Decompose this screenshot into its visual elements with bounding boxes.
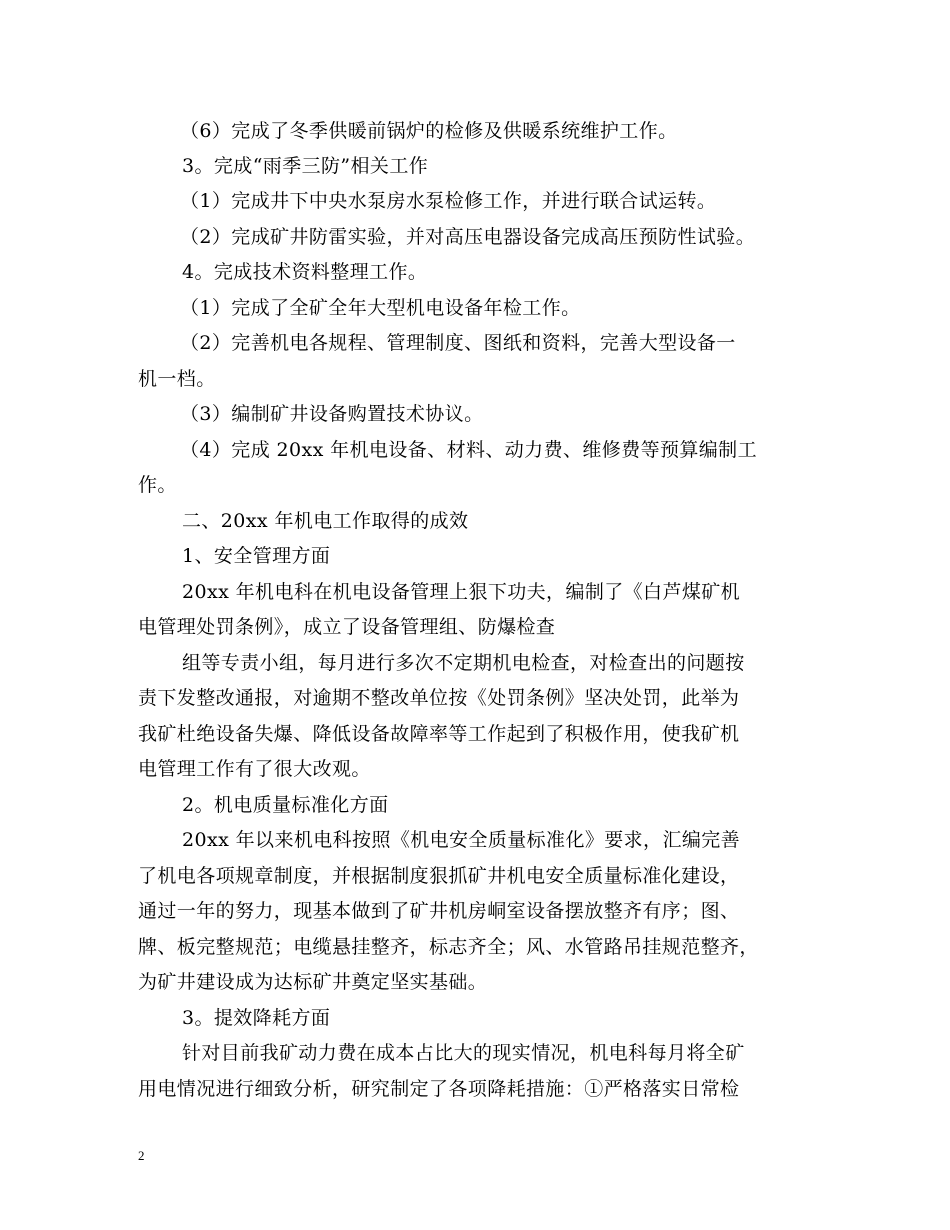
text-line: （1）完成井下中央水泵房水泵检修工作，并进行联合试运转。 xyxy=(180,190,717,212)
text-line: （2）完善机电各规程、管理制度、图纸和资料，完善大型设备一 xyxy=(180,332,736,354)
text-line: 机一档。 xyxy=(138,368,216,390)
section-heading: 3。完成“雨季三防”相关工作 xyxy=(182,155,429,177)
text-line: 作。 xyxy=(138,474,177,496)
section-heading: 二、20xx 年机电工作取得的成效 xyxy=(182,510,469,532)
text-line: 牌、板完整规范；电缆悬挂整齐，标志齐全；风、水管路吊挂规范整齐， xyxy=(138,936,759,958)
text-line: （4）完成 20xx 年机电设备、材料、动力费、维修费等预算编制工 xyxy=(180,439,757,461)
text-line: （3）编制矿井设备购置技术协议。 xyxy=(180,403,484,425)
text-line: 用电情况进行细致分析，研究制定了各项降耗措施：①严格落实日常检 xyxy=(138,1078,740,1100)
text-line: 为矿井建设成为达标矿井奠定坚实基础。 xyxy=(138,971,488,993)
text-line: 责下发整改通报，对逾期不整改单位按《处罚条例》坚决处罚，此举为 xyxy=(138,687,740,709)
text-line: 我矿杜绝设备失爆、降低设备故障率等工作起到了积极作用，使我矿机 xyxy=(138,723,740,745)
text-line: （6）完成了冬季供暖前锅炉的检修及供暖系统维护工作。 xyxy=(180,120,678,142)
text-line: （1）完成了全矿全年大型机电设备年检工作。 xyxy=(180,297,581,319)
text-line: 了机电各项规章制度，并根据制度狠抓矿井机电安全质量标准化建设， xyxy=(138,865,740,887)
section-heading: 4。完成技术资料整理工作。 xyxy=(182,261,428,283)
text-line: （2）完成矿井防雷实验，并对高压电器设备完成高压预防性试验。 xyxy=(180,226,756,248)
page-number: 2 xyxy=(138,1148,145,1163)
text-line: 针对目前我矿动力费在成本占比大的现实情况，机电科每月将全矿 xyxy=(182,1042,745,1064)
text-line: 20xx 年以来机电科按照《机电安全质量标准化》要求，汇编完善 xyxy=(182,829,741,851)
text-line: 组等专责小组，每月进行多次不定期机电检查，对检查出的问题按 xyxy=(182,652,745,674)
text-line: 电管理处罚条例》，成立了设备管理组、防爆检查 xyxy=(138,616,556,638)
text-line: 通过一年的努力，现基本做到了矿井机房峒室设备摆放整齐有序；图、 xyxy=(138,900,740,922)
text-line: 20xx 年机电科在机电设备管理上狠下功夫，编制了《白芦煤矿机 xyxy=(182,581,741,603)
section-heading: 3。提效降耗方面 xyxy=(182,1007,331,1029)
section-heading: 2。机电质量标准化方面 xyxy=(182,794,389,816)
section-heading: 1、安全管理方面 xyxy=(182,545,331,567)
text-line: 电管理工作有了很大改观。 xyxy=(138,758,371,780)
